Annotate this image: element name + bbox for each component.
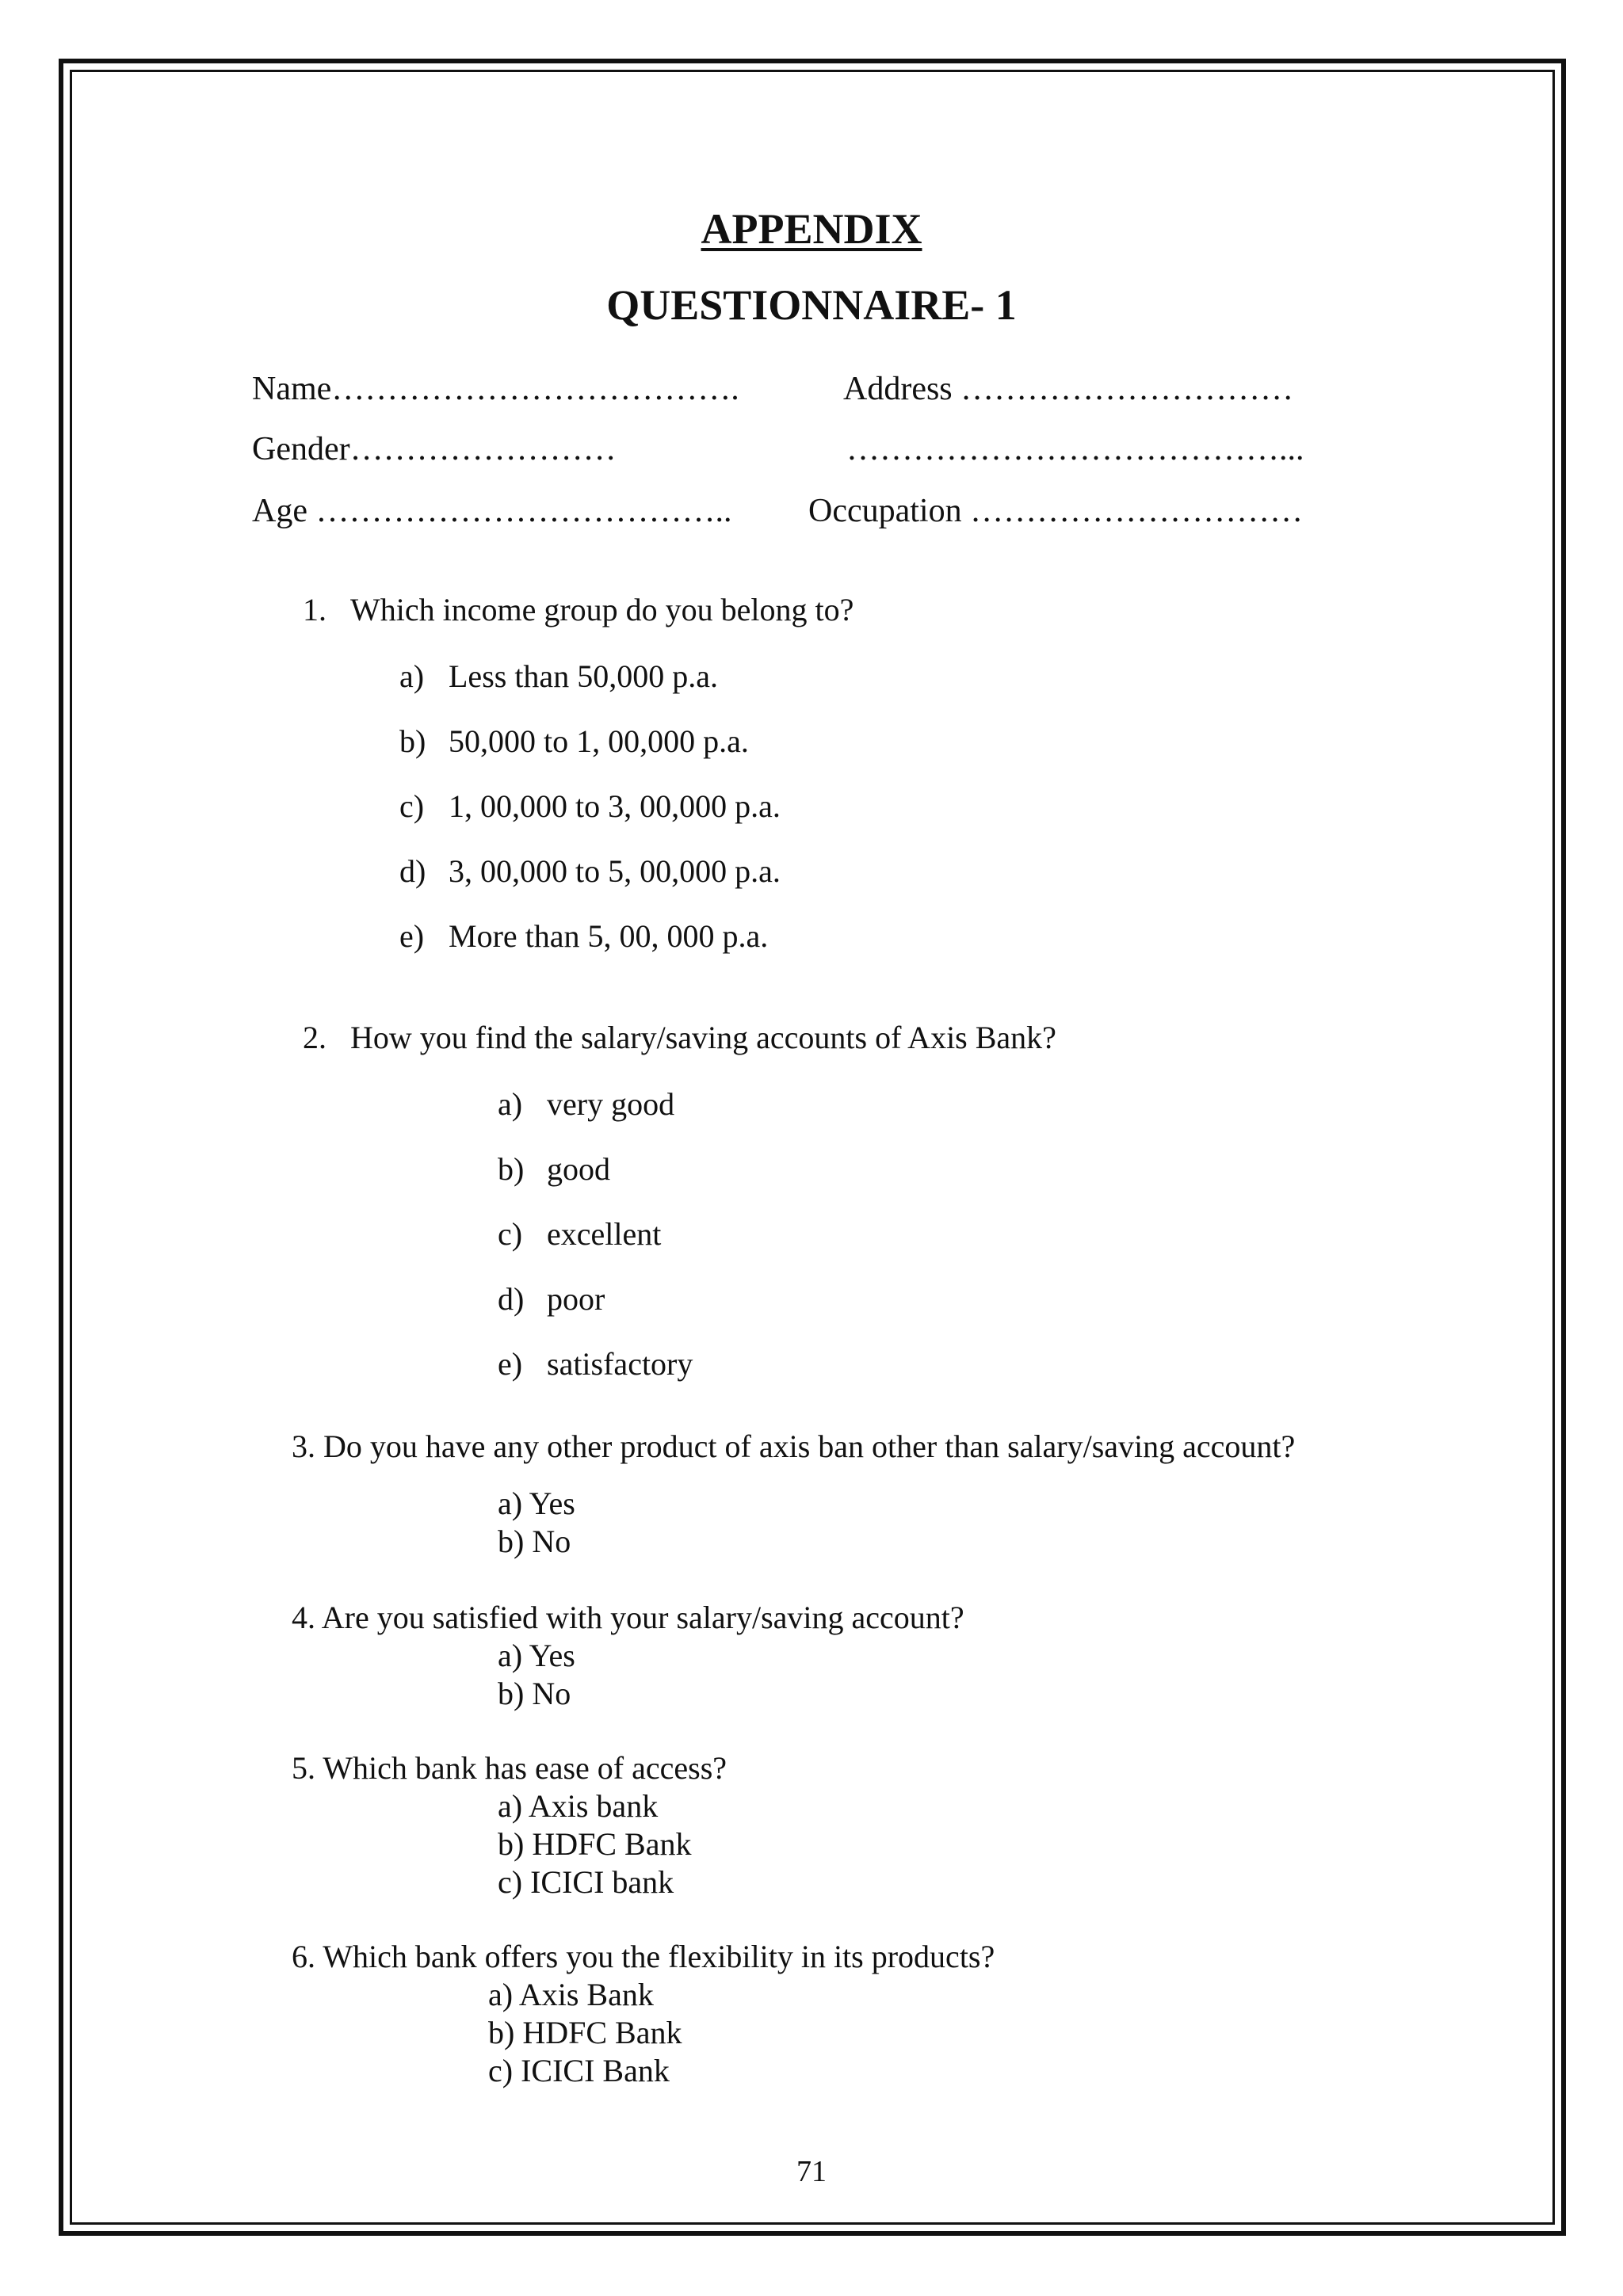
question-3-option-a[interactable]: a) Yes	[498, 1486, 575, 1521]
question-1-option-a-letter: a)	[399, 658, 425, 694]
question-1-option-a[interactable]: Less than 50,000 p.a.	[449, 658, 718, 694]
page-number: 71	[796, 2155, 827, 2188]
question-4-text: 4. Are you satisfied with your salary/saving account?	[292, 1600, 964, 1635]
question-1-option-c-letter: c)	[399, 788, 425, 824]
question-1-option-d-letter: d)	[399, 853, 426, 889]
question-6-option-c[interactable]: c) ICICI Bank	[488, 2053, 670, 2088]
question-4-option-a[interactable]: a) Yes	[498, 1638, 575, 1673]
question-2-option-d[interactable]: poor	[547, 1281, 605, 1317]
occupation-field[interactable]: Occupation …………………………	[808, 493, 1304, 529]
question-1-option-e[interactable]: More than 5, 00, 000 p.a.	[449, 918, 769, 954]
name-field[interactable]: Name……………………………….	[252, 371, 739, 407]
question-2-option-e[interactable]: satisfactory	[547, 1346, 693, 1382]
appendix-heading: APPENDIX	[701, 205, 922, 253]
question-2-option-e-letter: e)	[498, 1346, 523, 1382]
question-2-option-a-letter: a)	[498, 1086, 523, 1122]
age-field[interactable]: Age ………………………………..	[252, 493, 732, 529]
question-3-text: 3. Do you have any other product of axis ban other than salary/saving account?	[292, 1428, 1296, 1464]
question-5-option-b[interactable]: b) HDFC Bank	[498, 1826, 692, 1862]
question-3-option-b[interactable]: b) No	[498, 1524, 571, 1559]
question-1-option-d[interactable]: 3, 00,000 to 5, 00,000 p.a.	[449, 853, 781, 889]
question-5-option-c[interactable]: c) ICICI bank	[498, 1864, 674, 1900]
question-1-text: Which income group do you belong to?	[350, 592, 854, 627]
question-2-number: 2.	[303, 1020, 327, 1055]
question-2-option-c-letter: c)	[498, 1216, 523, 1252]
question-5-text: 5. Which bank has ease of access?	[292, 1750, 727, 1786]
question-6-option-b[interactable]: b) HDFC Bank	[488, 2015, 682, 2050]
question-5-option-a[interactable]: a) Axis bank	[498, 1788, 659, 1824]
question-2-option-b[interactable]: good	[547, 1151, 610, 1187]
question-1-option-b-letter: b)	[399, 723, 426, 759]
question-1-option-c[interactable]: 1, 00,000 to 3, 00,000 p.a.	[449, 788, 781, 824]
questionnaire-title: QUESTIONNAIRE- 1	[606, 281, 1017, 329]
question-2-text: How you find the salary/saving accounts of Axis Bank?	[350, 1020, 1056, 1055]
gender-field[interactable]: Gender……………………	[252, 431, 617, 467]
question-2-option-c[interactable]: excellent	[547, 1216, 662, 1252]
question-2-option-b-letter: b)	[498, 1151, 525, 1187]
question-6-option-a[interactable]: a) Axis Bank	[488, 1977, 654, 2012]
question-6-text: 6. Which bank offers you the flexibility in its products?	[292, 1939, 995, 1974]
question-1-option-e-letter: e)	[399, 918, 425, 954]
question-1-option-b[interactable]: 50,000 to 1, 00,000 p.a.	[449, 723, 749, 759]
question-4-option-b[interactable]: b) No	[498, 1676, 571, 1711]
question-2-option-a[interactable]: very good	[547, 1086, 675, 1122]
question-1-number: 1.	[303, 592, 327, 627]
address-field-continued[interactable]: …………………………………...	[846, 431, 1304, 467]
question-2-option-d-letter: d)	[498, 1281, 525, 1317]
address-field[interactable]: Address …………………………	[843, 371, 1294, 407]
